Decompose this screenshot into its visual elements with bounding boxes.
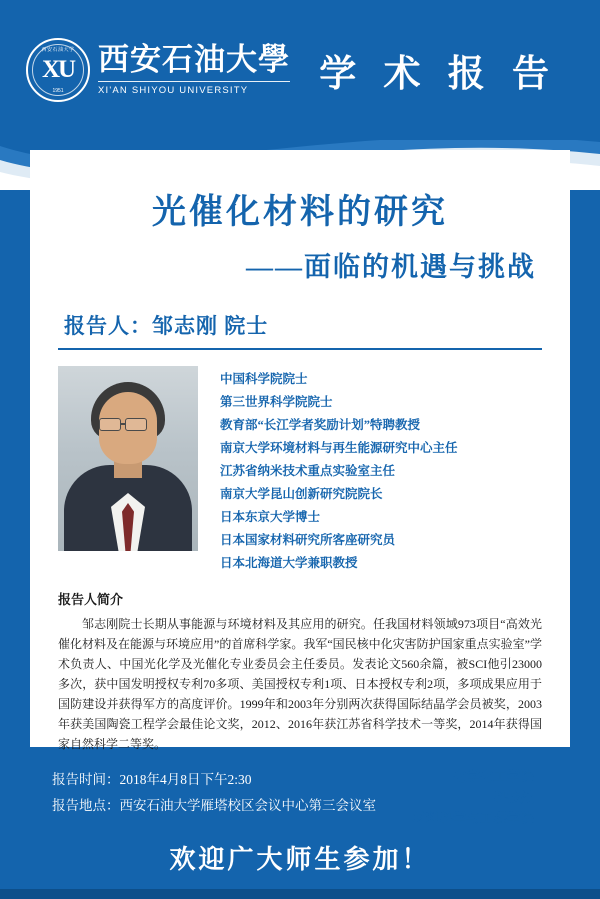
lecture-title: 光催化材料的研究 [152, 194, 448, 231]
poster-header [0, 0, 600, 140]
credentials-list [220, 366, 542, 575]
footer-accent-bar [0, 889, 600, 899]
organizer-item: 化学化工学院 [453, 769, 534, 784]
university-logo [26, 38, 290, 102]
speaker-photo [58, 366, 198, 551]
university-name [98, 44, 290, 96]
list-item: 日本国家材料研究所客座研究员 [220, 533, 396, 547]
speaker-name-line: 报告人：邹志刚 院士 [64, 314, 269, 338]
seal-monogram: XU [41, 56, 75, 83]
intro-body: 邹志刚院士长期从事能源与环境材料及其应用的研究。任我国材料领域973项目“高效光催化材料及在能源与环境应用”的首席科学家。我军“国民核中化灾害防护国家重点实验室”学术负责人、中国光化学及光催化专业委员会主任委员。发表论文560余篇，被SCI他引23000多次，获中国发明授权专利70多项、美国授权专利1项、日本授权专利2项，多项成果应用于国防建设并获得军方的高度评价。1999年和2003年分别两次获得国际结晶学会员被奖，2003年获美国陶瓷工程学会最佳论文奖，2012、2016年获江苏省科学技术一等奖，2014年获得国家自然科学二等奖。 [58, 617, 542, 751]
welcome-message: 欢迎广大师生参加！ [169, 845, 431, 874]
banner-title: 学 术 报 告 [319, 54, 558, 95]
list-item: 中国科学院院士 [220, 372, 308, 386]
intro-heading: 报告人简介 [58, 592, 124, 607]
list-item: 教育部“长江学者奖励计划”特聘教授 [220, 418, 421, 432]
speaker-divider [58, 348, 542, 350]
university-name-cn: 西安石油大學 [98, 42, 290, 78]
organizer-item: 材料科学与工程学院 [412, 811, 534, 826]
title-block [58, 184, 542, 284]
glasses-right-icon [125, 418, 147, 431]
seal-top-text: 西安石油大学 [41, 47, 75, 53]
poster-footer [0, 747, 600, 899]
university-name-en: XI'AN SHIYOU UNIVERSITY [98, 81, 290, 96]
seal-bottom-text: 1951 [52, 88, 64, 94]
university-seal-icon [26, 38, 90, 102]
list-item: 日本北海道大学兼职教授 [220, 556, 358, 570]
lecture-subtitle: ——面临的机遇与挑战 [246, 252, 536, 282]
speaker-bio-row [58, 366, 542, 575]
event-time: 报告时间：2018年4月8日下午2:30 [52, 772, 252, 787]
list-item: 日本东京大学博士 [220, 510, 321, 524]
list-item: 南京大学昆山创新研究院院长 [220, 487, 383, 501]
list-item: 江苏省纳米技术重点实验室主任 [220, 464, 396, 478]
event-place: 报告地点：西安石油大学雁塔校区会议中心第三会议室 [52, 798, 376, 813]
organizer-item: 科技处 [493, 790, 534, 805]
list-item: 南京大学环境材料与再生能源研究中心主任 [220, 441, 458, 455]
list-item: 第三世界科学院院士 [220, 395, 333, 409]
glasses-left-icon [99, 418, 121, 431]
glasses-bridge-icon [121, 423, 126, 425]
